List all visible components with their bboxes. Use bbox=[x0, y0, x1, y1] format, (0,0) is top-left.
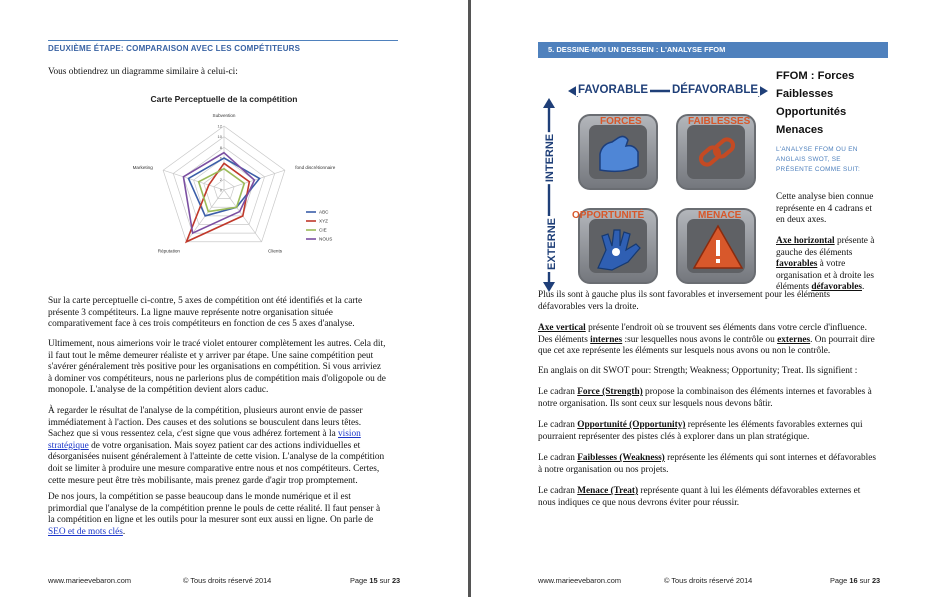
radar-axis-label: fond discrétionnaire bbox=[295, 164, 336, 170]
warning-triangle-icon bbox=[692, 222, 744, 272]
radar-tick-label: 8 bbox=[219, 144, 222, 150]
label-interne: INTERNE bbox=[544, 133, 557, 183]
radar-axis-label: Clients bbox=[268, 248, 283, 254]
radar-axis-label: Marketing bbox=[132, 164, 153, 170]
paragraph-carte: Sur la carte perceptuelle ci-contre, 5 axes de compétition ont été identifiés et la carte présente 3 compétiteurs. La ligne mauve représente notre organisation située comparativement face à ces trois compétiteurs en fonction de ces 5 axes d'analyse. bbox=[48, 296, 363, 330]
ffom-subtitle: L'ANALYSE FFOM OU EN ANGLAIS SWOT, SE PRÉSENTE COMME SUIT: bbox=[776, 146, 861, 173]
paragraph-resultat: À regarder le résultat de l'analyse de la compétition, plusieurs auront envie de passer immédiatement à l'action. Des causes et des solutions se bousculent dans leurs têtes. Sachez que si vous ressentez cela, c'est signe que vous adhérez fortement à la vision stratégique de votre organisation. Mais soyez patient car des actions individuelles et désorganisées nuisent généralement à l'atteinte de cette vision. L'analyse de la compétition doit se limiter à produire une mesure comparative entre nous et nos compétiteurs. Certes, cette mesure peut être très mobilisante, mais prenez garde d'agir trop promptement. bbox=[48, 406, 385, 486]
footer-page-number: Page 15 sur 23 bbox=[350, 576, 401, 585]
vision-strategique-link-cont[interactable]: stratégique bbox=[48, 440, 89, 451]
page-15 bbox=[0, 0, 466, 597]
hand-key-icon bbox=[592, 222, 646, 274]
chart-title: Carte Perceptuelle de la compétition bbox=[150, 94, 298, 104]
ffom-diagram bbox=[538, 76, 768, 296]
page-divider bbox=[468, 0, 471, 597]
legend-label: NOUS bbox=[319, 236, 333, 242]
side-text: Cette analyse bien connue représente en 4 cadrans et en deux axes. bbox=[776, 192, 874, 226]
label-faiblesses: FAIBLESSES bbox=[688, 116, 751, 127]
axe-vertical-text: Axe vertical présente l'endroit où se trouvent ses éléments dans votre cercle d'influence. Des éléments internes :sur lesquelles nous avons le contrôle ou externes. On pourrait dire que cet axe représente les éléments sur lesquels nous avons ou non le contrôle. bbox=[538, 323, 875, 357]
page-16 bbox=[476, 0, 940, 597]
footer-rights: © Tous droits réservé 2014 bbox=[183, 576, 272, 585]
ffom-title: FFOM : Forces Faiblesses Opportunités Menaces bbox=[776, 70, 855, 136]
radar-tick-label: 0 bbox=[219, 187, 222, 193]
legend-label: CIE bbox=[319, 227, 327, 233]
footer-rights: © Tous droits réservé 2014 bbox=[664, 576, 753, 585]
section-heading: DEUXIÈME ÉTAPE: COMPARAISON AVEC LES COMPÉTITEURS bbox=[48, 40, 398, 53]
paragraph-ultimement: Ultimement, nous aimerions voir le tracé violet entourer complètement les autres. Cela dit, il faut tout le même demeurer réaliste et y arriver par étape. Une saine compétition peut s'avérer généralement très positive pour les organisations en compétition. Si vous arriviez à dominer vos compétiteurs, nous ne parlerions plus de compétition mais d'oligopole ou de monopole. L'analyse de la compétition devient alors caduc. bbox=[48, 339, 386, 396]
flexed-arm-icon bbox=[594, 130, 644, 176]
label-favorable: FAVORABLE bbox=[578, 84, 649, 96]
footer-site: www.marieevebaron.com bbox=[538, 576, 621, 585]
force-text: Le cadran Force (Strength) propose la combinaison des éléments internes et favorables à notre organisation. Ils sont ceux sur lesquels nous devons bâtir. bbox=[538, 387, 872, 409]
continuation-text: Plus ils sont à gauche plus ils sont favorables et inversement pour les éléments défavorables vers la droite. bbox=[538, 290, 831, 312]
footer-site: www.marieevebaron.com bbox=[48, 576, 131, 585]
label-menace: MENACE bbox=[698, 210, 742, 221]
radar-tick-label: 4 bbox=[219, 166, 222, 172]
radar-tick-label: 12 bbox=[217, 123, 222, 129]
paragraph-numerique: De nos jours, la compétition se passe beaucoup dans le monde numérique et il est primordial que l'analyse de la compétition prenne le pouls de cette réalité. Il faut penser à la compétition en ligne et les outils pour la mesurer sont eux aussi en ligne. On parle de SEO et de mots clés. bbox=[48, 492, 381, 537]
section-header-bar: 5. DESSINE-MOI UN DESSEIN : L'ANALYSE FFOM bbox=[538, 42, 888, 58]
radar-chart bbox=[102, 90, 382, 270]
radar-axis-label: Réputation bbox=[157, 248, 180, 254]
swot-text: En anglais on dit SWOT pour: Strength; Weakness; Opportunity; Treat. Ils signifient : bbox=[538, 366, 858, 376]
radar-tick-label: 2 bbox=[219, 176, 222, 182]
radar-tick-label: 10 bbox=[217, 134, 222, 140]
footer-page-number: Page 16 sur 23 bbox=[830, 576, 881, 585]
broken-chain-icon bbox=[692, 130, 742, 176]
radar-tick-label: 6 bbox=[219, 155, 222, 161]
menace-text: Le cadran Menace (Treat) représente quant à lui les éléments défavorables externes et nous indiques ce que nous devrons éviter pour réussir. bbox=[538, 486, 861, 508]
axe-horizontal-text: Axe horizontal présente à gauche des éléments favorables à votre organisation et à droite les éléments défavorables. bbox=[776, 236, 875, 293]
label-opportunite: OPPORTUNITÉ bbox=[572, 210, 645, 221]
faiblesses-text: Le cadran Faiblesses (Weakness) représente les éléments qui sont internes et défavorables à notre organisation ou nos projets. bbox=[538, 453, 876, 475]
intro-text: Vous obtiendrez un diagramme similaire à celui-ci: bbox=[48, 67, 238, 77]
legend-label: XYZ bbox=[319, 218, 328, 224]
radar-axis-label: Subvention bbox=[212, 113, 236, 119]
opportunite-text: Le cadran Opportunité (Opportunity) représente les éléments favorables externes qui pourraient représenter des pistes clés à explorer dans un plan stratégique. bbox=[538, 420, 863, 442]
seo-link[interactable]: SEO et de mots clés bbox=[48, 526, 123, 537]
label-externe: EXTERNE bbox=[545, 218, 558, 270]
label-defavorable: DÉFAVORABLE bbox=[672, 84, 759, 96]
legend-label: ABC bbox=[319, 209, 329, 215]
vision-strategique-link[interactable]: vision bbox=[338, 429, 361, 440]
label-forces: FORCES bbox=[600, 116, 642, 127]
